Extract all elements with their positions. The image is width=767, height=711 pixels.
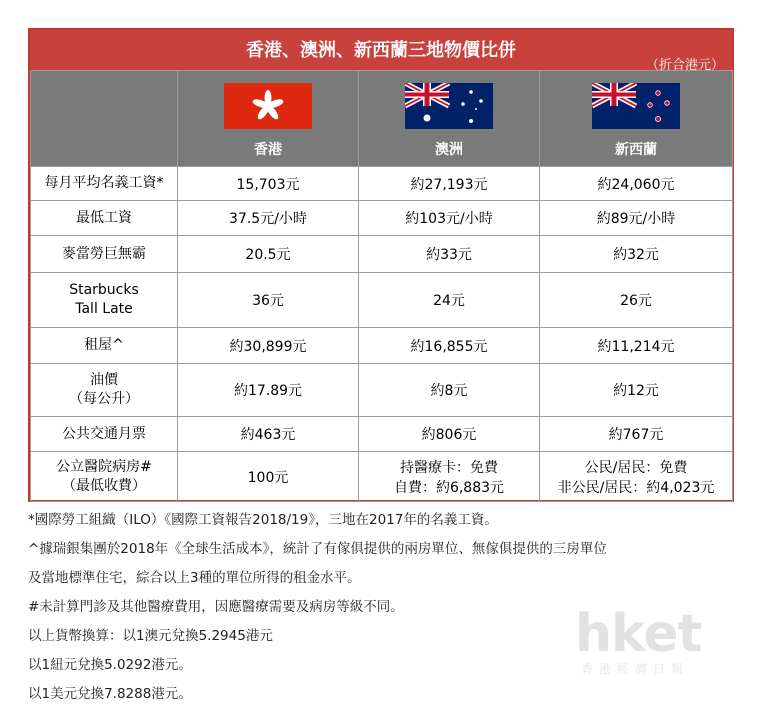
row-label: 公共交通月票 bbox=[31, 417, 178, 452]
australia-flag-icon bbox=[405, 83, 493, 129]
row-label-line: 公立醫院病房# bbox=[56, 458, 152, 475]
table-row bbox=[31, 364, 733, 417]
table-row bbox=[31, 452, 733, 502]
table-cell: 約463元 bbox=[178, 417, 359, 452]
table-cell bbox=[178, 452, 359, 502]
table-cell: 15,703元 bbox=[178, 167, 359, 201]
table-cell: 約17.89元 bbox=[178, 364, 359, 417]
table-row bbox=[31, 167, 733, 201]
table-cell: 約806元 bbox=[359, 417, 540, 452]
cell-line: 100元 bbox=[247, 469, 289, 486]
table-cell: 約32元 bbox=[540, 236, 733, 273]
column-label-australia: 澳洲 bbox=[435, 141, 463, 158]
currency-unit-note: （折合港元） bbox=[645, 58, 724, 73]
footnote-line: 以1美元兌換7.8288港元。 bbox=[28, 686, 192, 702]
table-cell: 24元 bbox=[359, 273, 540, 328]
table-cell: 約11,214元 bbox=[540, 328, 733, 364]
table-cell: 20.5元 bbox=[178, 236, 359, 273]
row-label: 麥當勞巨無霸 bbox=[31, 236, 178, 273]
hket-watermark bbox=[575, 604, 702, 677]
table-row bbox=[31, 273, 733, 328]
watermark-subtitle: 香港經濟日報 bbox=[581, 662, 690, 676]
footnote-line: 以上貨幣換算：以1澳元兌換5.2945港元 bbox=[28, 628, 273, 644]
table-row bbox=[31, 236, 733, 273]
table-cell: 約24,060元 bbox=[540, 167, 733, 201]
table-cell: 約89元/小時 bbox=[540, 201, 733, 236]
table-cell: 37.5元/小時 bbox=[178, 201, 359, 236]
table-cell: 約16,855元 bbox=[359, 328, 540, 364]
table-row bbox=[31, 201, 733, 236]
row-label-line: 油價 bbox=[90, 372, 118, 389]
row-label-line: （最低收費） bbox=[62, 477, 146, 494]
footnote-line: 及當地標準住宅，綜合以上3種的單位所得的租金水平。 bbox=[28, 570, 361, 586]
column-label-new-zealand: 新西蘭 bbox=[615, 141, 657, 158]
table-row bbox=[31, 417, 733, 452]
table-cell: 約103元/小時 bbox=[359, 201, 540, 236]
table-cell: 26元 bbox=[540, 273, 733, 328]
row-label: 租屋^ bbox=[31, 328, 178, 364]
cell-line: 自費：約6,883元 bbox=[393, 479, 505, 496]
column-header-new-zealand bbox=[540, 71, 733, 167]
column-label-hong-kong: 香港 bbox=[254, 141, 282, 158]
row-label bbox=[31, 273, 178, 328]
column-header-hong-kong bbox=[178, 71, 359, 167]
table-cell: 約27,193元 bbox=[359, 167, 540, 201]
table-title: 香港、澳洲、新西蘭三地物價比併 bbox=[246, 40, 516, 61]
hong-kong-flag-icon bbox=[224, 83, 312, 129]
row-label bbox=[31, 452, 178, 502]
table-cell bbox=[540, 452, 733, 502]
column-header-australia bbox=[359, 71, 540, 167]
new-zealand-flag-icon bbox=[592, 83, 680, 129]
footnote-line: ^據瑞銀集團於2018年《全球生活成本》，統計了有傢俱提供的兩房單位、無傢俱提供的三房單位 bbox=[28, 541, 607, 557]
row-label-line: Starbucks bbox=[69, 282, 139, 299]
table-cell: 36元 bbox=[178, 273, 359, 328]
table-cell: 約30,899元 bbox=[178, 328, 359, 364]
table-title-bar bbox=[30, 30, 732, 73]
row-label-line: （每公升） bbox=[69, 391, 139, 407]
header-corner bbox=[31, 71, 178, 167]
footnote-line: 以1紐元兌換5.0292港元。 bbox=[28, 657, 192, 673]
cell-line: 持醫療卡：免費 bbox=[400, 459, 498, 476]
table-row bbox=[31, 328, 733, 364]
table-cell: 約8元 bbox=[359, 364, 540, 417]
cell-line: 公民/居民：免費 bbox=[584, 459, 688, 476]
table-cell: 約12元 bbox=[540, 364, 733, 417]
table-cell: 約767元 bbox=[540, 417, 733, 452]
row-label bbox=[31, 364, 178, 417]
cell-line: 非公民/居民：約4,023元 bbox=[557, 479, 715, 496]
watermark-brand: hket bbox=[575, 604, 702, 664]
comparison-grid bbox=[30, 70, 733, 502]
footnotes bbox=[28, 506, 607, 709]
table-cell: 約33元 bbox=[359, 236, 540, 273]
row-label: 最低工資 bbox=[31, 201, 178, 236]
table-cell bbox=[359, 452, 540, 502]
footnote-line: *國際勞工組織（ILO）《國際工資報告2018/19》，三地在2017年的名義工資。 bbox=[28, 512, 498, 528]
row-label: 每月平均名義工資* bbox=[31, 167, 178, 201]
price-comparison-table bbox=[28, 28, 734, 502]
footnote-line: #未計算門診及其他醫療費用，因應醫療需要及病房等級不同。 bbox=[28, 599, 404, 615]
row-label-line: Tall Late bbox=[75, 301, 133, 317]
